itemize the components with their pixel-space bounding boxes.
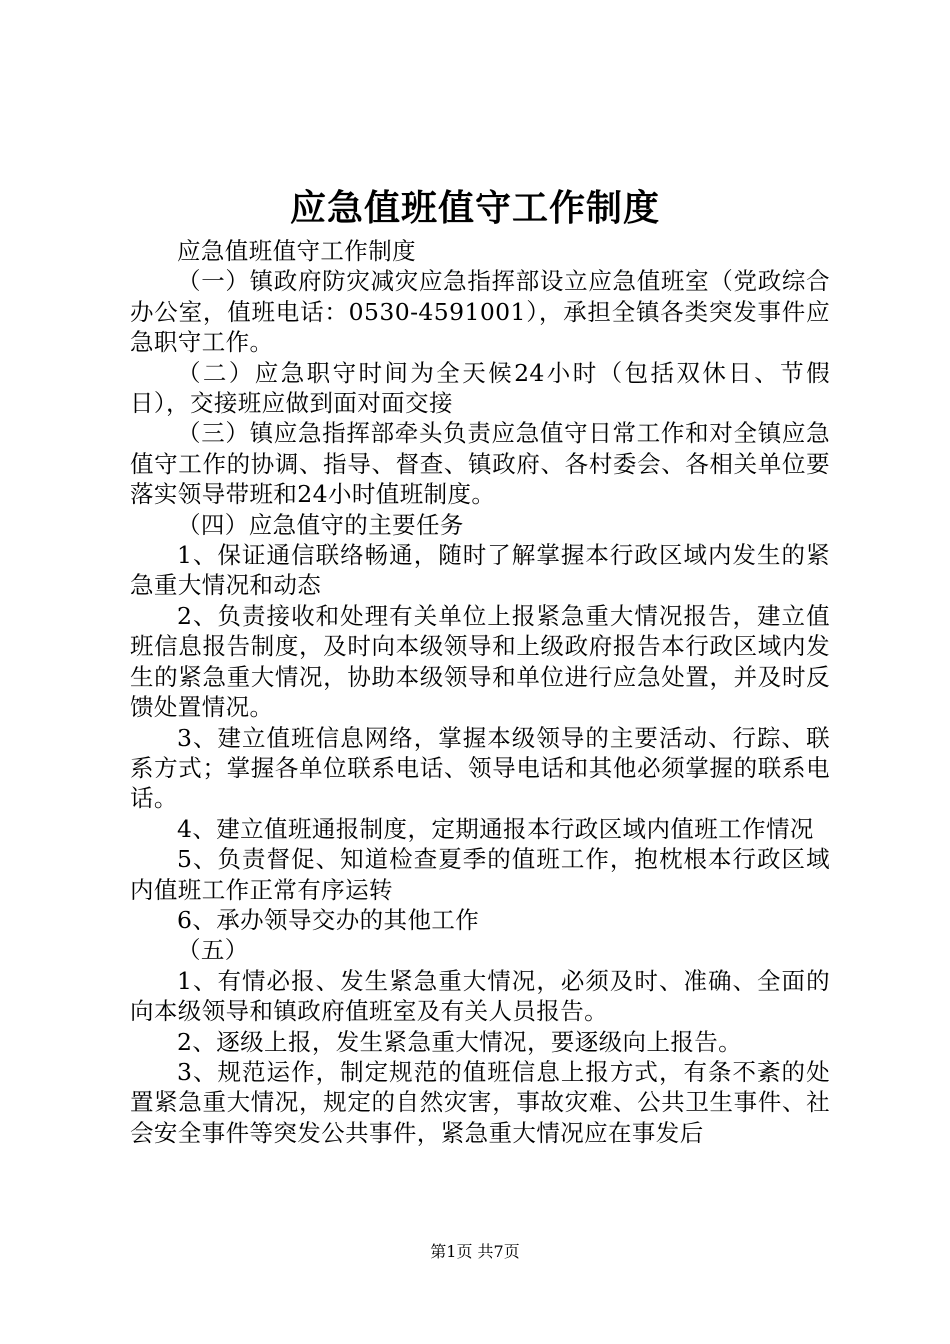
paragraph: （一）镇政府防灾减灾应急指挥部设立应急值班室（党政综合办公室，值班电话：0530-4591001），承担全镇各类突发事件应急职守工作。 — [130, 267, 830, 357]
paragraph: 应急值班值守工作制度 — [177, 237, 416, 265]
paragraph: 2、逐级上报，发生紧急重大情况，要逐级向上报告。 — [177, 1027, 743, 1056]
paragraph: 3、规范运作，制定规范的值班信息上报方式，有条不紊的处置紧急重大情况，规定的自然灾害，事故灾难、公共卫生事件、社会安全事件等突发公共事件，紧急重大情况应在事发后 — [130, 1057, 830, 1147]
paragraph: 4、建立值班通报制度，定期通报本行政区域内值班工作情况 — [177, 814, 814, 843]
paragraph: 6、承办领导交办的其他工作 — [177, 905, 480, 934]
paragraph: 2、负责接收和处理有关单位上报紧急重大情况报告，建立值班信息报告制度，及时向本级领导和上级政府报告本行政区域内发生的紧急重大情况，协助本级领导和单位进行应急处置，并及时反馈处置情况。 — [130, 601, 830, 722]
paragraph: 5、负责督促、知道检查夏季的值班工作，抱枕根本行政区域内值班工作正常有序运转 — [130, 845, 830, 904]
paragraph: （二）应急职守时间为全天候24小时（包括双休日、节假日），交接班应做到面对面交接 — [130, 358, 830, 418]
page-footer: 第1页 共7页 — [430, 1242, 520, 1261]
paragraph: 1、保证通信联络畅通，随时了解掌握本行政区域内发生的紧急重大情况和动态 — [130, 541, 830, 600]
document-body — [130, 236, 830, 1148]
paragraph: 3、建立值班信息网络，掌握本级领导的主要活动、行踪、联系方式；掌握各单位联系电话、领导电话和其他必须掌握的联系电话。 — [130, 723, 830, 813]
paragraph: （三）镇应急指挥部牵头负责应急值守日常工作和对全镇应急值守工作的协调、指导、督查、镇政府、各村委会、各相关单位要落实领导带班和24小时值班制度。 — [130, 419, 830, 509]
paragraph: （四）应急值守的主要任务 — [177, 510, 464, 539]
paragraph: （五） — [177, 936, 249, 965]
paragraph: 1、有情必报、发生紧急重大情况，必须及时、准确、全面的向本级领导和镇政府值班室及有关人员报告。 — [130, 966, 830, 1026]
document-title: 应急值班值守工作制度 — [289, 187, 660, 229]
